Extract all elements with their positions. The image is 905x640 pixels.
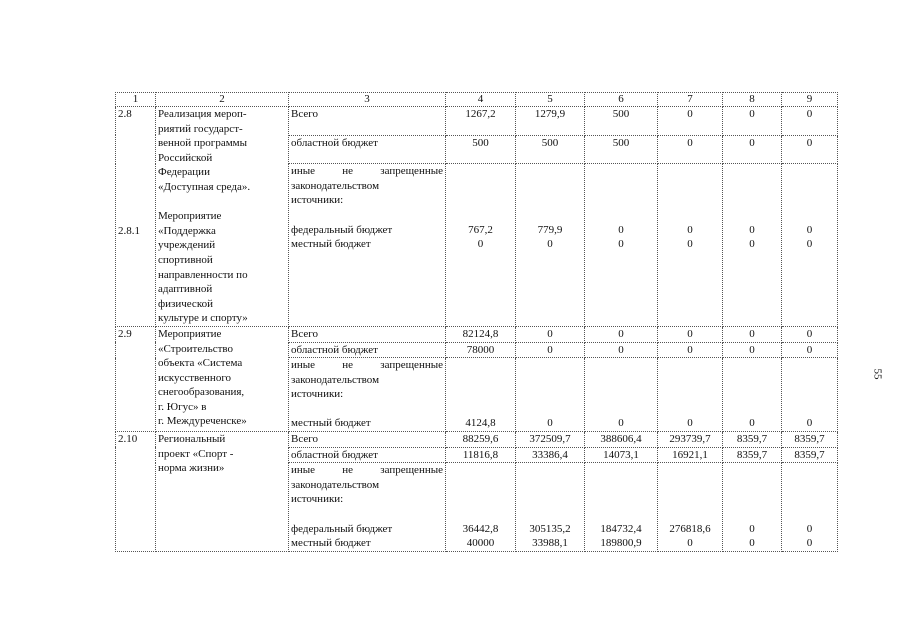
value-cell: 0: [723, 342, 782, 358]
spacer-line: [725, 402, 779, 417]
value-cell: [782, 164, 838, 327]
header-cell: 4: [446, 93, 516, 107]
spacer-line: [660, 492, 720, 507]
funding-source-line: [291, 402, 443, 417]
spacer-line: [518, 208, 582, 223]
spacer-line: [518, 164, 582, 179]
funding-source-line: местный бюджет: [291, 238, 371, 251]
value-cell: 0: [585, 342, 658, 358]
value-line: 33988,1: [532, 537, 568, 550]
value-line: 4124,8: [465, 417, 496, 430]
value-cell: 388606,4: [585, 432, 658, 448]
measure-name-line: «Строительство: [158, 342, 234, 355]
value-cell: 0: [782, 342, 838, 358]
value-line: 276818,6: [669, 522, 711, 535]
value-cell: 8359,7: [782, 447, 838, 463]
row-id-line: [118, 209, 153, 224]
value-line: 779,9: [537, 223, 563, 236]
spacer-line: [587, 179, 655, 194]
value-line: 0: [618, 223, 624, 236]
value-cell: 0: [516, 326, 585, 342]
value-cell: 1267,2: [446, 107, 516, 136]
measure-name-line: «Доступная среда».: [158, 180, 251, 193]
measure-name-line: Российской: [158, 151, 213, 164]
funding-source: областной бюджет: [289, 135, 446, 164]
value-line: 0: [806, 238, 813, 251]
spacer-line: [725, 208, 779, 223]
table-row: [116, 107, 838, 136]
value-cell: 8359,7: [723, 447, 782, 463]
funding-source: [289, 463, 446, 552]
spacer-line: [784, 373, 835, 388]
row-id-line: [118, 122, 153, 137]
value-line: 0: [687, 223, 693, 236]
spacer-line: [587, 387, 655, 402]
funding-source-line: иные не запрещенные: [291, 464, 443, 477]
spacer-line: [518, 402, 582, 417]
measure-name-line: спортивной: [158, 253, 213, 266]
spacer-line: [660, 373, 720, 388]
spacer-line: [725, 373, 779, 388]
row-id-line: 2.9: [118, 327, 132, 340]
measure-name-line: физической: [158, 297, 213, 310]
funding-source: [289, 164, 446, 327]
spacer-line: [725, 507, 779, 522]
row-id-line: 2.8.1: [118, 224, 140, 237]
spacer-line: [660, 402, 720, 417]
value-cell: 0: [782, 107, 838, 136]
measure-name-line: учреждений: [158, 239, 216, 252]
value-cell: [723, 463, 782, 552]
value-cell: [723, 164, 782, 327]
value-line: 0: [687, 238, 693, 251]
funding-source-line: законодательством: [291, 478, 380, 491]
funding-source-line: [291, 208, 443, 223]
spacer-line: [518, 463, 582, 478]
value-cell: 8359,7: [723, 432, 782, 448]
spacer-line: [784, 179, 835, 194]
value-cell: [782, 358, 838, 432]
value-line: 0: [749, 522, 755, 535]
value-cell: 33386,4: [516, 447, 585, 463]
row-id: [116, 107, 156, 327]
value-cell: 0: [723, 326, 782, 342]
measure-name-line: адаптивной: [158, 283, 213, 296]
value-cell: [658, 463, 723, 552]
spacer-line: [448, 478, 513, 493]
value-line: 184732,4: [600, 522, 642, 535]
value-cell: 88259,6: [446, 432, 516, 448]
header-cell: 5: [516, 93, 585, 107]
spacer-line: [660, 478, 720, 493]
measure-name-line: норма жизни»: [158, 462, 225, 475]
row-id-line: [118, 136, 153, 151]
spacer-line: [725, 478, 779, 493]
value-cell: 16921,1: [658, 447, 723, 463]
value-line: 0: [687, 537, 693, 550]
value-cell: 0: [658, 107, 723, 136]
value-cell: [723, 358, 782, 432]
funding-source-line: иные не запрещенные: [291, 359, 443, 372]
value-cell: [446, 463, 516, 552]
funding-source: Всего: [289, 432, 446, 448]
spacer-line: [725, 463, 779, 478]
spacer-line: [660, 164, 720, 179]
spacer-line: [587, 478, 655, 493]
measure-name: [156, 107, 289, 327]
spacer-line: [518, 358, 582, 373]
spacer-line: [518, 373, 582, 388]
spacer-line: [660, 387, 720, 402]
value-line: 0: [749, 223, 755, 236]
spacer-line: [725, 179, 779, 194]
value-line: 0: [806, 522, 813, 535]
value-cell: [782, 463, 838, 552]
header-cell: 7: [658, 93, 723, 107]
value-line: 36442,8: [462, 522, 499, 535]
measure-name-line: Мероприятие: [158, 210, 222, 223]
value-line: 0: [806, 537, 813, 550]
spacer-line: [660, 507, 720, 522]
value-line: 305135,2: [529, 522, 571, 535]
measure-name-line: направленности по: [158, 268, 248, 281]
measure-name: [156, 432, 289, 552]
measure-name-line: риятий государст-: [158, 122, 243, 135]
value-cell: 372509,7: [516, 432, 585, 448]
spacer-line: [518, 179, 582, 194]
value-cell: [585, 358, 658, 432]
funding-source: Всего: [289, 107, 446, 136]
spacer-line: [518, 478, 582, 493]
measure-name-line: Реализация мероп-: [158, 108, 247, 120]
spacer-line: [660, 208, 720, 223]
header-cell: 2: [156, 93, 289, 107]
spacer-line: [725, 387, 779, 402]
measure-name-line: «Поддержка: [158, 224, 216, 237]
spacer-line: [448, 208, 513, 223]
value-cell: 500: [516, 135, 585, 164]
spacer-line: [448, 193, 513, 208]
value-cell: 82124,8: [446, 326, 516, 342]
header-cell: 8: [723, 93, 782, 107]
funding-source-line: источники:: [291, 493, 344, 506]
measure-name-line: [158, 195, 286, 210]
value-cell: 293739,7: [658, 432, 723, 448]
spacer-line: [725, 358, 779, 373]
value-line: 0: [477, 238, 484, 251]
value-cell: 0: [782, 135, 838, 164]
measure-name-line: Региональный: [158, 433, 226, 446]
value-cell: [516, 463, 585, 552]
funding-source-line: местный бюджет: [291, 417, 371, 430]
spacer-line: [448, 373, 513, 388]
funding-source: [289, 358, 446, 432]
spacer-line: [448, 164, 513, 179]
measure-name-line: объекта «Система: [158, 357, 243, 370]
measure-name-line: Мероприятие: [158, 327, 222, 340]
spacer-line: [587, 193, 655, 208]
spacer-line: [784, 492, 835, 507]
value-cell: 0: [516, 342, 585, 358]
value-line: 0: [806, 223, 813, 236]
funding-source: областной бюджет: [289, 342, 446, 358]
funding-source: Всего: [289, 326, 446, 342]
value-cell: 0: [723, 107, 782, 136]
header-cell: 9: [782, 93, 838, 107]
spacer-line: [587, 208, 655, 223]
value-cell: [585, 463, 658, 552]
value-cell: 11816,8: [446, 447, 516, 463]
measure-name-line: венной программы: [158, 137, 248, 150]
value-line: 40000: [466, 537, 495, 550]
spacer-line: [784, 507, 835, 522]
funding-source-line: источники:: [291, 388, 344, 401]
value-cell: 1279,9: [516, 107, 585, 136]
row-id-line: [118, 180, 153, 195]
value-cell: [658, 164, 723, 327]
spacer-line: [587, 463, 655, 478]
spacer-line: [784, 193, 835, 208]
page-number: 55: [871, 368, 884, 380]
spacer-line: [660, 179, 720, 194]
row-id-line: 2.8: [118, 108, 132, 120]
measure-name-line: снегообразования,: [158, 386, 245, 399]
spacer-line: [448, 492, 513, 507]
measure-name-line: Федерации: [158, 166, 210, 179]
spacer-line: [518, 492, 582, 507]
funding-source-line: местный бюджет: [291, 537, 371, 550]
measure-name-line: г. Югус» в: [158, 400, 207, 413]
spacer-line: [587, 358, 655, 373]
value-cell: [446, 358, 516, 432]
spacer-line: [725, 492, 779, 507]
header-row: [116, 93, 838, 107]
funding-source-line: законодательством: [291, 179, 380, 192]
spacer-line: [448, 463, 513, 478]
funding-source-line: федеральный бюджет: [291, 522, 393, 535]
funding-source-line: иные не запрещенные: [291, 165, 443, 178]
value-cell: 500: [585, 135, 658, 164]
row-id-line: 2.10: [118, 433, 138, 446]
budget-table: [115, 92, 838, 552]
value-line: 0: [547, 238, 553, 251]
value-line: 0: [806, 417, 813, 430]
funding-source: областной бюджет: [289, 447, 446, 463]
spacer-line: [725, 193, 779, 208]
header-cell: 6: [585, 93, 658, 107]
value-line: 0: [618, 417, 624, 430]
measure-name: [156, 326, 289, 431]
funding-source-line: законодательством: [291, 373, 380, 386]
header-cell: 1: [116, 93, 156, 107]
spacer-line: [784, 387, 835, 402]
funding-source-line: источники:: [291, 194, 344, 207]
spacer-line: [587, 402, 655, 417]
measure-name-line: г. Междуреченске»: [158, 415, 247, 428]
spacer-line: [660, 358, 720, 373]
value-line: 0: [618, 238, 624, 251]
value-line: 0: [547, 417, 553, 430]
spacer-line: [587, 507, 655, 522]
value-cell: [446, 164, 516, 327]
row-id-line: [118, 151, 153, 166]
spacer-line: [448, 507, 513, 522]
spacer-line: [784, 164, 835, 179]
value-line: 0: [749, 417, 755, 430]
spacer-line: [518, 193, 582, 208]
value-line: 767,2: [468, 223, 493, 236]
spacer-line: [448, 402, 513, 417]
row-id: [116, 326, 156, 431]
spacer-line: [448, 358, 513, 373]
value-cell: [585, 164, 658, 327]
measure-name-line: культуре и спорту»: [158, 312, 248, 325]
spacer-line: [587, 373, 655, 388]
value-line: 189800,9: [600, 537, 642, 550]
value-cell: 0: [658, 326, 723, 342]
spacer-line: [448, 387, 513, 402]
measure-name-line: искусственного: [158, 371, 232, 384]
value-cell: 0: [658, 135, 723, 164]
spacer-line: [784, 478, 835, 493]
spacer-line: [784, 208, 835, 223]
spacer-line: [660, 193, 720, 208]
value-line: 0: [749, 238, 755, 251]
funding-source-line: [291, 507, 443, 522]
value-cell: 500: [446, 135, 516, 164]
spacer-line: [725, 164, 779, 179]
row-id-line: [118, 195, 153, 210]
value-cell: 8359,7: [782, 432, 838, 448]
row-id: [116, 432, 156, 552]
value-line: 0: [687, 417, 693, 430]
table-row: [116, 432, 838, 448]
spacer-line: [518, 507, 582, 522]
value-cell: [516, 164, 585, 327]
spacer-line: [587, 164, 655, 179]
value-cell: 500: [585, 107, 658, 136]
value-cell: 0: [658, 342, 723, 358]
value-cell: 14073,1: [585, 447, 658, 463]
row-id-line: [118, 165, 153, 180]
value-cell: 0: [782, 326, 838, 342]
value-cell: 0: [723, 135, 782, 164]
value-cell: 78000: [446, 342, 516, 358]
spacer-line: [518, 387, 582, 402]
spacer-line: [660, 463, 720, 478]
spacer-line: [784, 463, 835, 478]
header-cell: 3: [289, 93, 446, 107]
spacer-line: [784, 402, 835, 417]
spacer-line: [587, 492, 655, 507]
value-cell: [516, 358, 585, 432]
value-line: 0: [749, 537, 755, 550]
spacer-line: [784, 358, 835, 373]
value-cell: 0: [585, 326, 658, 342]
table-row: [116, 326, 838, 342]
spacer-line: [448, 179, 513, 194]
measure-name-line: проект «Спорт -: [158, 447, 234, 460]
value-cell: [658, 358, 723, 432]
funding-source-line: федеральный бюджет: [291, 223, 393, 236]
